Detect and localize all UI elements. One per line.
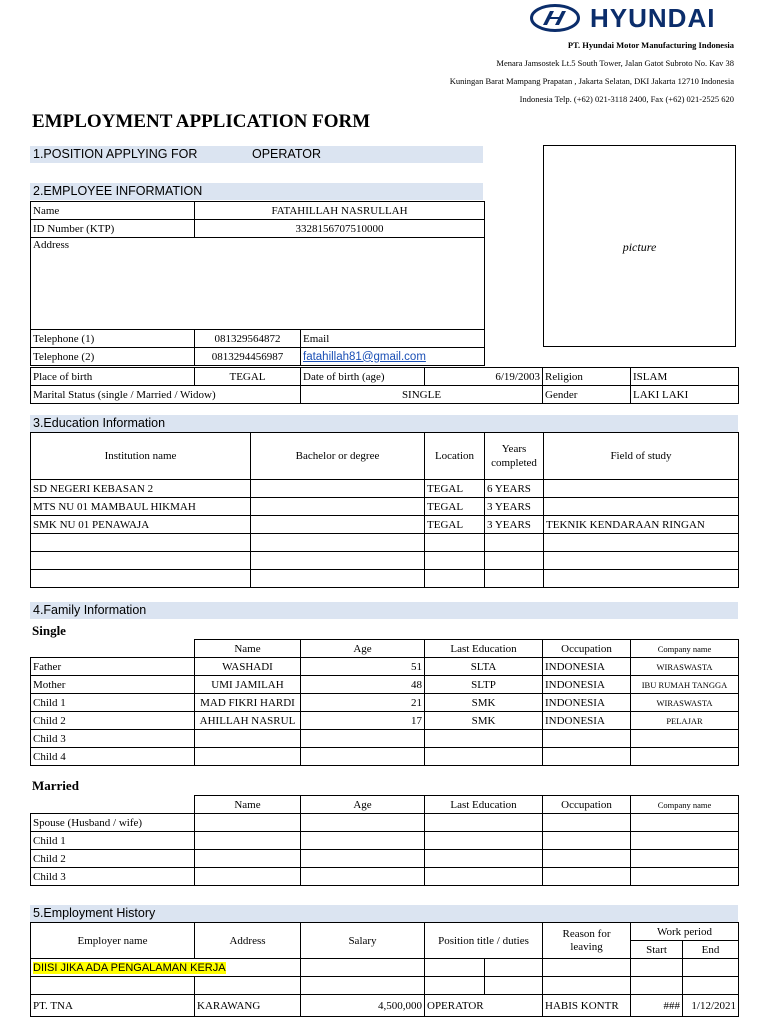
emp-col-start: Start [631,941,683,959]
edu-cell[interactable] [425,552,485,570]
id-value[interactable]: 3328156707510000 [195,220,485,238]
edu-cell[interactable]: MTS NU 01 MAMBAUL HIKMAH [31,498,251,516]
marital-label: Marital Status (single / Married / Widow) [31,386,301,404]
fam-cell[interactable] [195,730,301,748]
fam-col-name: Name [195,640,301,658]
fam-cell[interactable]: IBU RUMAH TANGGA [631,676,739,694]
mar-cell[interactable] [425,832,543,850]
edu-cell[interactable]: 6 YEARS [485,480,544,498]
mar-cell[interactable] [543,814,631,832]
emp-cell[interactable] [543,977,631,995]
edu-col-years-line1: Years [501,443,527,455]
company-address-1: Menara Jamsostek Lt.5 South Tower, Jalan Gatot Subroto No. Kav 38 [496,58,734,68]
fam-cell[interactable] [425,730,543,748]
mar-cell[interactable] [631,868,739,886]
fam-relation: Child 1 [31,694,195,712]
mar-relation: Child 2 [31,850,195,868]
edu-cell[interactable] [485,552,544,570]
table-row [31,748,739,766]
table-row [31,868,739,886]
fam-cell[interactable] [543,730,631,748]
emp-col-reason-line1: Reason for [562,927,611,940]
dob-value[interactable]: 6/19/2003 [425,368,543,386]
emp-col-reason [543,923,631,959]
name-value[interactable]: FATAHILLAH NASRULLAH [195,202,485,220]
edu-col-institution: Institution name [31,433,251,480]
mar-cell[interactable] [301,850,425,868]
name-label: Name [31,202,195,220]
edu-cell[interactable] [544,570,739,588]
edu-col-years-line2: completed [491,457,537,469]
emp-salary[interactable]: 4,500,000 [301,995,425,1017]
emp-col-position: Position title / duties [425,923,543,959]
table-row [31,959,739,977]
mar-col-occupation: Occupation [543,796,631,814]
table-row [31,694,739,712]
mar-cell[interactable] [425,850,543,868]
mar-cell[interactable] [425,868,543,886]
mar-cell[interactable] [543,832,631,850]
emp-col-salary: Salary [301,923,425,959]
company-name: PT. Hyundai Motor Manufacturing Indonesia [567,40,734,50]
table-row [31,552,739,570]
mar-cell[interactable] [631,814,739,832]
position-value: OPERATOR [252,147,321,161]
picture-label: picture [622,240,657,254]
table-row [31,832,739,850]
email-link[interactable]: fatahillah81@gmail.com [303,350,426,363]
table-row [31,516,739,534]
edu-cell[interactable]: TEGAL [425,516,485,534]
edu-cell[interactable] [425,534,485,552]
edu-cell[interactable] [544,498,739,516]
fam-cell[interactable]: SMK [425,712,543,730]
fam-cell[interactable] [425,748,543,766]
fam-cell[interactable]: UMI JAMILAH [195,676,301,694]
emp-cell[interactable] [683,959,739,977]
edu-cell[interactable] [544,480,739,498]
married-label: Married [32,778,79,793]
edu-cell[interactable] [251,552,425,570]
mar-cell[interactable] [301,832,425,850]
position-label: 1.POSITION APPLYING FOR [33,147,198,161]
emp-address[interactable]: KARAWANG [195,995,301,1017]
family-married-table [30,795,739,886]
table-row [31,480,739,498]
gender-label: Gender [543,386,631,404]
fam-cell[interactable]: WIRASWASTA [631,694,739,712]
tel1-label: Telephone (1) [31,330,195,348]
employee-table [30,201,485,366]
edu-col-years [485,433,544,480]
emp-cell[interactable] [425,977,485,995]
email-label: Email [301,330,485,348]
fam-cell[interactable]: 48 [301,676,425,694]
position-band [30,146,483,163]
table-row [31,570,739,588]
fam-cell[interactable]: WIRASWASTA [631,658,739,676]
fam-cell[interactable]: MAD FIKRI HARDI [195,694,301,712]
fam-cell[interactable]: SMK [425,694,543,712]
table-row [31,850,739,868]
edu-cell[interactable]: SMK NU 01 PENAWAJA [31,516,251,534]
emp-start[interactable]: ### [631,995,683,1017]
fam-relation: Mother [31,676,195,694]
fam-cell[interactable] [543,748,631,766]
mar-cell[interactable] [195,814,301,832]
family-single-table [30,639,739,766]
edu-cell[interactable] [485,534,544,552]
religion-value[interactable]: ISLAM [631,368,739,386]
fam-col-occupation: Occupation [543,640,631,658]
edu-cell[interactable]: 3 YEARS [485,516,544,534]
marital-value[interactable]: SINGLE [301,386,543,404]
emp-cell[interactable] [485,959,543,977]
edu-cell[interactable]: TEGAL [425,498,485,516]
mar-cell[interactable] [301,814,425,832]
mar-cell[interactable] [195,850,301,868]
personal-table [30,367,739,404]
fam-cell[interactable] [301,730,425,748]
emp-end[interactable]: 1/12/2021 [683,995,739,1017]
family-heading: 4.Family Information [30,602,738,619]
edu-cell[interactable] [31,552,251,570]
employment-heading: 5.Employment History [30,905,738,922]
hyundai-logo-icon [530,4,580,32]
email-value[interactable] [301,348,485,366]
married-corner [31,796,195,814]
edu-cell[interactable] [425,570,485,588]
emp-col-work-period: Work period [631,923,739,941]
emp-cell[interactable] [195,977,301,995]
edu-col-location: Location [425,433,485,480]
edu-cell[interactable] [251,534,425,552]
emp-cell[interactable] [301,959,425,977]
edu-cell[interactable]: TEGAL [425,480,485,498]
emp-reason[interactable]: HABIS KONTR [543,995,631,1017]
mar-col-name: Name [195,796,301,814]
hyundai-logo [530,4,740,32]
fam-cell[interactable]: INDONESIA [543,712,631,730]
fam-cell[interactable]: AHILLAH NASRUL [195,712,301,730]
company-phone: Indonesia Telp. (+62) 021-3118 2400, Fax (+62) 021-2525 620 [519,94,734,104]
edu-cell[interactable]: 3 YEARS [485,498,544,516]
fam-relation: Child 3 [31,730,195,748]
mar-relation: Child 3 [31,868,195,886]
mar-col-age: Age [301,796,425,814]
emp-cell[interactable] [631,977,683,995]
edu-cell[interactable]: SD NEGERI KEBASAN 2 [31,480,251,498]
fam-cell[interactable]: 21 [301,694,425,712]
emp-cell[interactable] [683,977,739,995]
edu-cell[interactable] [251,516,425,534]
address-label: Address [33,239,70,251]
emp-employer[interactable]: PT. TNA [31,995,195,1017]
fam-cell[interactable]: 17 [301,712,425,730]
emp-col-reason-line2: leaving [570,940,603,953]
form-title: EMPLOYMENT APPLICATION FORM [32,111,371,132]
logo-text: HYUNDAI [590,3,716,33]
emp-cell[interactable] [31,977,195,995]
table-row [31,814,739,832]
fam-relation: Father [31,658,195,676]
mar-cell[interactable] [301,868,425,886]
fam-cell[interactable]: WASHADI [195,658,301,676]
pob-value[interactable]: TEGAL [195,368,301,386]
fam-cell[interactable]: INDONESIA [543,658,631,676]
mar-cell[interactable] [631,832,739,850]
id-label: ID Number (KTP) [31,220,195,238]
mar-cell[interactable] [631,850,739,868]
emp-position[interactable]: OPERATOR [425,995,543,1017]
mar-cell[interactable] [543,850,631,868]
fam-cell[interactable]: 51 [301,658,425,676]
address-cell[interactable] [31,238,485,330]
edu-cell[interactable] [31,570,251,588]
employment-table [30,922,739,1017]
table-row [31,712,739,730]
emp-cell[interactable] [301,977,425,995]
table-row [31,658,739,676]
emp-note: DIISI JIKA ADA PENGALAMAN KERJA [33,961,226,974]
fam-cell[interactable] [631,730,739,748]
emp-col-end: End [683,941,739,959]
edu-cell[interactable]: TEKNIK KENDARAAN RINGAN [544,516,739,534]
emp-cell[interactable] [485,977,543,995]
fam-relation: Child 2 [31,712,195,730]
edu-cell[interactable] [544,534,739,552]
fam-relation: Child 4 [31,748,195,766]
table-row [31,977,739,995]
emp-cell[interactable] [425,959,485,977]
emp-col-address: Address [195,923,301,959]
pob-label: Place of birth [31,368,195,386]
education-heading: 3.Education Information [30,415,738,432]
table-row [31,498,739,516]
fam-cell[interactable]: SLTA [425,658,543,676]
mar-relation: Spouse (Husband / wife) [31,814,195,832]
edu-cell[interactable] [31,534,251,552]
fam-cell[interactable] [301,748,425,766]
edu-cell[interactable] [251,570,425,588]
fam-cell[interactable] [631,748,739,766]
gender-value[interactable]: LAKI LAKI [631,386,739,404]
family-corner [31,640,195,658]
mar-cell[interactable] [543,868,631,886]
tel2-label: Telephone (2) [31,348,195,366]
edu-cell[interactable] [544,552,739,570]
emp-cell[interactable] [631,959,683,977]
mar-col-company: Company name [631,796,739,814]
mar-cell[interactable] [425,814,543,832]
edu-col-field: Field of study [544,433,739,480]
edu-col-degree: Bachelor or degree [251,433,425,480]
emp-col-employer: Employer name [31,923,195,959]
edu-cell[interactable] [251,480,425,498]
fam-col-education: Last Education [425,640,543,658]
edu-cell[interactable] [485,570,544,588]
dob-label: Date of birth (age) [301,368,425,386]
fam-cell[interactable]: SLTP [425,676,543,694]
fam-col-company: Company name [631,640,739,658]
company-address-2: Kuningan Barat Mampang Prapatan , Jakarta Selatan, DKI Jakarta 12710 Indonesia [449,76,734,86]
edu-cell[interactable] [251,498,425,516]
mar-cell[interactable] [195,868,301,886]
table-row [31,995,739,1017]
religion-label: Religion [543,368,631,386]
fam-cell[interactable]: INDONESIA [543,694,631,712]
tel1-value[interactable]: 081329564872 [195,330,301,348]
tel2-value[interactable]: 0813294456987 [195,348,301,366]
table-row [31,534,739,552]
fam-col-age: Age [301,640,425,658]
fam-cell[interactable] [195,748,301,766]
emp-note-cell[interactable] [31,959,301,977]
education-table [30,432,739,588]
picture-box[interactable] [543,145,736,347]
mar-relation: Child 1 [31,832,195,850]
emp-cell[interactable] [543,959,631,977]
mar-cell[interactable] [195,832,301,850]
mar-col-education: Last Education [425,796,543,814]
employee-heading: 2.EMPLOYEE INFORMATION [30,183,483,200]
table-row [31,730,739,748]
fam-cell[interactable]: INDONESIA [543,676,631,694]
table-row [31,676,739,694]
single-label: Single [32,623,66,638]
fam-cell[interactable]: PELAJAR [631,712,739,730]
